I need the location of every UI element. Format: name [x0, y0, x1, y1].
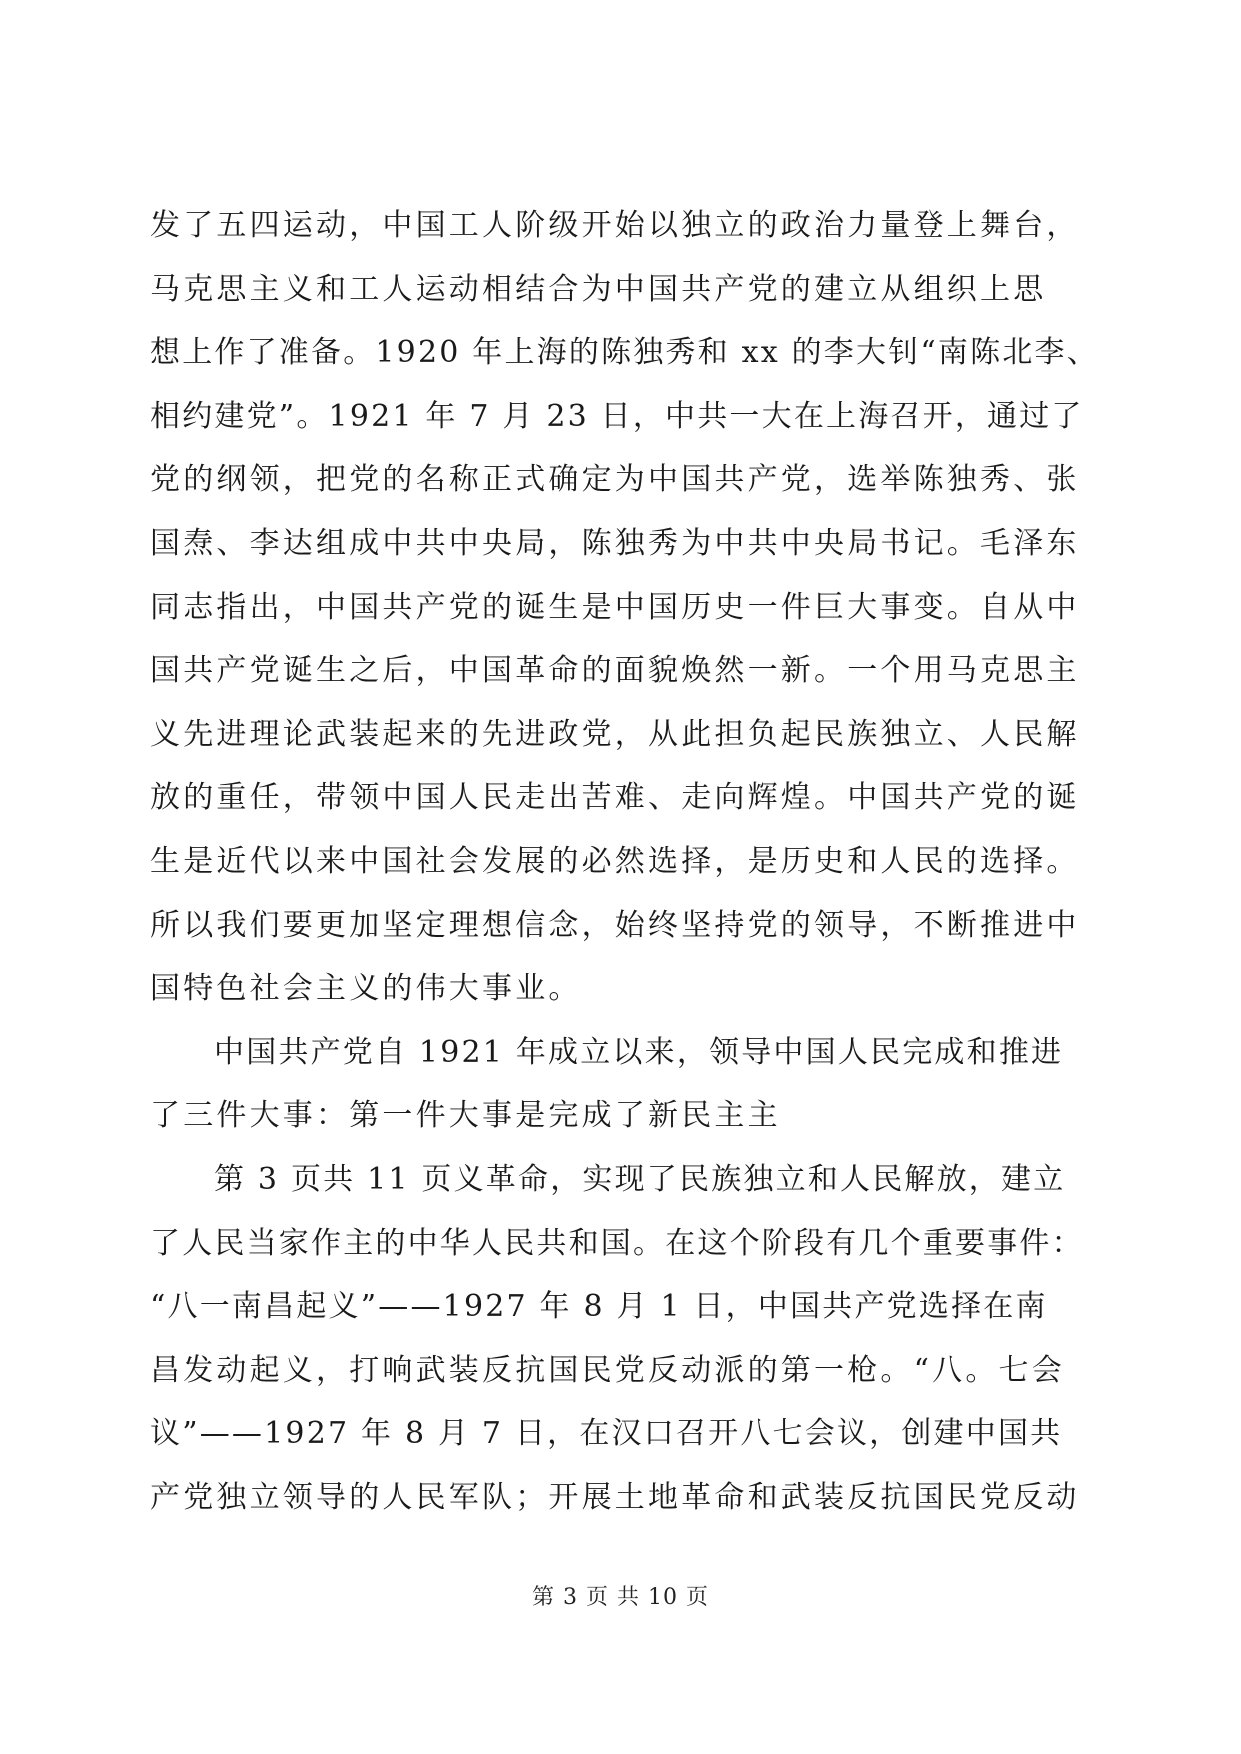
- text-line: 了三件大事：第一件大事是完成了新民主主: [150, 1098, 781, 1134]
- text-line: 了人民当家作主的中华人民共和国。在这个阶段有几个重要事件：: [150, 1225, 1084, 1261]
- paragraph-first-line: 第 3 页共 11 页义革命，实现了民族独立和人民解放，建立: [214, 1161, 1066, 1197]
- text-line: 国特色社会主义的伟大事业。: [150, 971, 582, 1007]
- text-line: 同志指出，中国共产党的诞生是中国历史一件巨大事变。自从中: [150, 589, 1080, 625]
- text-line: 生是近代以来中国社会发展的必然选择，是历史和人民的选择。: [150, 843, 1080, 879]
- text-line: 马克思主义和工人运动相结合为中国共产党的建立从组织上思: [150, 271, 1047, 307]
- text-line: 国焘、李达组成中共中央局，陈独秀为中共中央局书记。毛泽东: [150, 525, 1080, 561]
- text-line: 义先进理论武装起来的先进政党，从此担负起民族独立、人民解: [150, 716, 1080, 752]
- text-line: 所以我们要更加坚定理想信念，始终坚持党的领导，不断推进中: [150, 907, 1080, 943]
- text-line: 相约建党”。1921 年 7 月 23 日，中共一大在上海召开，通过了: [150, 398, 1084, 434]
- page-number-footer: 第 3 页 共 10 页: [532, 1585, 709, 1610]
- text-line: 议”——1927 年 8 月 7 日，在汉口召开八七会议，创建中国共: [150, 1416, 1063, 1452]
- text-line: 发了五四运动，中国工人阶级开始以独立的政治力量登上舞台，: [150, 208, 1080, 243]
- text-line: 党的纲领，把党的名称正式确定为中国共产党，选举陈独秀、张: [150, 462, 1080, 498]
- text-line: 产党独立领导的人民军队；开展土地革命和武装反抗国民党反动: [150, 1479, 1080, 1515]
- body-text: [150, 194, 1099, 1529]
- text-line: 国共产党诞生之后，中国革命的面貌焕然一新。一个用马克思主: [150, 653, 1080, 689]
- paragraph-first-line: 中国共产党自 1921 年成立以来，领导中国人民完成和推进: [214, 1034, 1064, 1070]
- text-line: “八一南昌起义”——1927 年 8 月 1 日，中国共产党选择在南: [150, 1289, 1048, 1325]
- text-line: 昌发动起义，打响武装反抗国民党反动派的第一枪。“八。七会: [150, 1352, 1065, 1388]
- text-line: 想上作了准备。1920 年上海的陈独秀和 xx 的李大钊“南陈北李、: [150, 335, 1099, 371]
- text-line: 放的重任，带领中国人民走出苦难、走向辉煌。中国共产党的诞: [150, 780, 1080, 816]
